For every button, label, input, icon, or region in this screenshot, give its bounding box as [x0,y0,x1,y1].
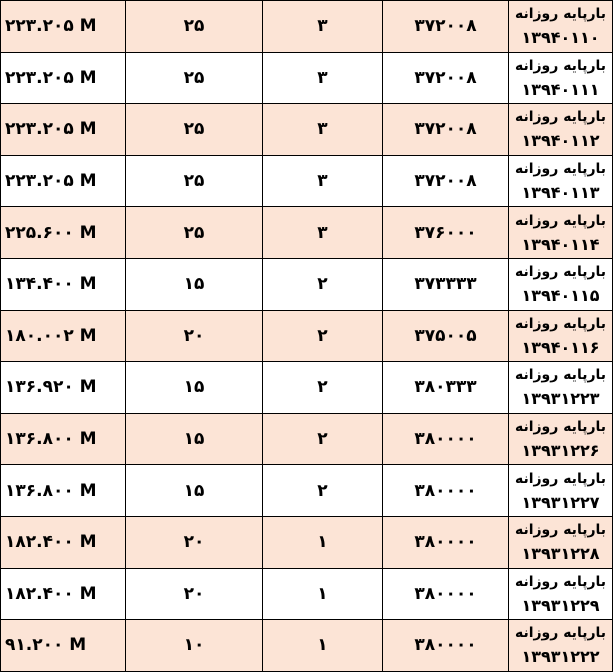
contract-cell [509,52,613,104]
contract-cell [509,104,613,156]
term-cell: ۳ [263,155,383,207]
contract-code: ۱۳۹۳۱۲۲۳ [521,389,600,409]
contract-code: ۱۳۹۳۱۲۲۲ [521,647,600,667]
contract-cell [509,1,613,53]
price-cell: ۳۷۲۰۰۸ [383,1,509,53]
count-cell: ۲۰ [126,516,263,568]
term-cell: ۲ [263,258,383,310]
contract-cell [509,362,613,414]
contract-code: ۱۳۹۴۰۱۱۱ [521,79,600,99]
price-cell: ۳۸۰۰۰۰ [383,620,509,672]
contract-code: ۱۳۹۴۰۱۱۶ [521,337,600,357]
contract-cell [509,465,613,517]
contract-code: ۱۳۹۴۰۱۱۲ [521,131,600,151]
table-row [1,568,613,620]
table-row [1,465,613,517]
contract-cell [509,516,613,568]
contract-name: بارپایه روزانه [514,264,607,281]
amount-cell: ۲۲۳.۲۰۵ M [1,104,126,156]
term-cell: ۳ [263,52,383,104]
price-cell: ۳۸۰۰۰۰ [383,568,509,620]
amount-cell: ۱۳۶.۸۰۰ M [1,465,126,517]
count-cell: ۲۵ [126,52,263,104]
contract-cell [509,413,613,465]
amount-cell: ۱۸۲.۴۰۰ M [1,516,126,568]
table-row [1,413,613,465]
price-cell: ۳۷۲۰۰۸ [383,104,509,156]
contract-name: بارپایه روزانه [514,419,607,436]
contract-name: بارپایه روزانه [514,625,607,642]
contract-code: ۱۳۹۳۱۲۲۷ [521,492,600,512]
contract-code: ۱۳۹۴۰۱۱۰ [521,28,600,48]
term-cell: ۳ [263,104,383,156]
amount-cell: ۱۳۶.۸۰۰ M [1,413,126,465]
price-cell: ۳۸۰۳۳۳ [383,362,509,414]
count-cell: ۱۵ [126,362,263,414]
price-cell: ۳۷۲۰۰۸ [383,155,509,207]
term-cell: ۲ [263,413,383,465]
count-cell: ۲۰ [126,568,263,620]
term-cell: ۲ [263,465,383,517]
contract-name: بارپایه روزانه [514,470,607,487]
term-cell: ۱ [263,620,383,672]
contract-code: ۱۳۹۳۱۲۲۸ [521,544,600,564]
trades-table-body [1,1,613,672]
count-cell: ۱۵ [126,258,263,310]
contract-cell [509,620,613,672]
amount-cell: ۲۲۳.۲۰۵ M [1,155,126,207]
contract-name: بارپایه روزانه [514,6,607,23]
contract-cell [509,155,613,207]
count-cell: ۲۵ [126,207,263,259]
amount-cell: ۱۳۴.۴۰۰ M [1,258,126,310]
contract-name: بارپایه روزانه [514,315,607,332]
price-cell: ۳۸۰۰۰۰ [383,413,509,465]
contract-code: ۱۳۹۳۱۲۲۹ [521,595,600,615]
amount-cell: ۱۸۰.۰۰۲ M [1,310,126,362]
count-cell: ۱۵ [126,413,263,465]
contract-code: ۱۳۹۳۱۲۲۶ [521,441,600,461]
table-row [1,362,613,414]
amount-cell: ۲۲۳.۲۰۵ M [1,1,126,53]
term-cell: ۲ [263,310,383,362]
term-cell: ۳ [263,207,383,259]
price-cell: ۳۷۲۰۰۸ [383,52,509,104]
contract-cell [509,207,613,259]
count-cell: ۲۵ [126,155,263,207]
table-row [1,207,613,259]
count-cell: ۱۵ [126,465,263,517]
count-cell: ۱۰ [126,620,263,672]
amount-cell: ۱۸۲.۴۰۰ M [1,568,126,620]
table-row [1,620,613,672]
term-cell: ۱ [263,568,383,620]
contract-name: بارپایه روزانه [514,161,607,178]
price-cell: ۳۷۳۳۳۳ [383,258,509,310]
price-cell: ۳۷۶۰۰۰ [383,207,509,259]
count-cell: ۲۵ [126,1,263,53]
amount-cell: ۱۳۶.۹۲۰ M [1,362,126,414]
table-row [1,258,613,310]
term-cell: ۳ [263,1,383,53]
price-cell: ۳۸۰۰۰۰ [383,516,509,568]
table-row [1,310,613,362]
contract-name: بارپایه روزانه [514,367,607,384]
count-cell: ۲۵ [126,104,263,156]
table-row [1,1,613,53]
contract-code: ۱۳۹۴۰۱۱۴ [521,234,600,254]
count-cell: ۲۰ [126,310,263,362]
contract-name: بارپایه روزانه [514,573,607,590]
contract-cell [509,258,613,310]
contract-cell [509,568,613,620]
table-row [1,155,613,207]
table-row [1,516,613,568]
contract-code: ۱۳۹۴۰۱۱۵ [521,286,600,306]
contract-cell [509,310,613,362]
term-cell: ۱ [263,516,383,568]
amount-cell: ۹۱.۲۰۰ M [1,620,126,672]
contract-name: بارپایه روزانه [514,522,607,539]
amount-cell: ۲۲۵.۶۰۰ M [1,207,126,259]
table-row [1,52,613,104]
table-row [1,104,613,156]
amount-cell: ۲۲۳.۲۰۵ M [1,52,126,104]
contract-name: بارپایه روزانه [514,212,607,229]
contract-name: بارپایه روزانه [514,109,607,126]
price-cell: ۳۸۰۰۰۰ [383,465,509,517]
contract-name: بارپایه روزانه [514,57,607,74]
price-cell: ۳۷۵۰۰۵ [383,310,509,362]
contract-code: ۱۳۹۴۰۱۱۳ [521,183,600,203]
term-cell: ۲ [263,362,383,414]
